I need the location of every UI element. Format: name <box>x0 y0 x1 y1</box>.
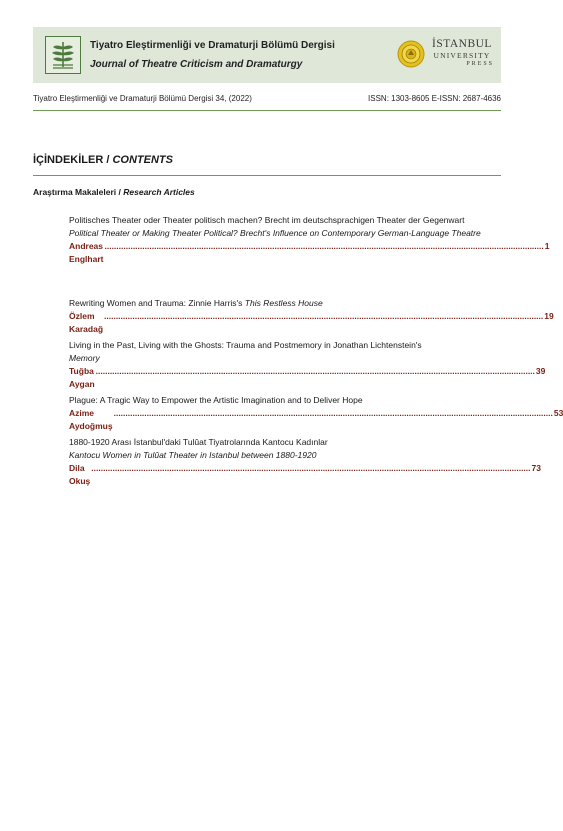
leader-dots: .......................................................................................................................................................................................... <box>95 366 535 376</box>
journal-header-band <box>33 27 501 83</box>
author-page-line <box>69 462 541 488</box>
leader-dots: .......................................................................................................................................................................................... <box>104 241 544 251</box>
leader-dots: .......................................................................................................................................................................................... <box>104 311 544 321</box>
journal-citation: Tiyatro Eleştirmenliği ve Dramaturji Bölümü Dergisi 34, (2022) <box>33 94 252 103</box>
leader-dots: .......................................................................................................................................................................................... <box>91 463 531 473</box>
contents-heading-tr: İÇİNDEKİLER / <box>33 154 113 166</box>
page-number: 53 <box>553 408 563 418</box>
toc-entry[interactable] <box>69 339 546 391</box>
author-page-line <box>69 310 554 336</box>
plant-logo-icon <box>45 36 81 74</box>
author-page-line <box>69 240 550 266</box>
page-number: 39 <box>535 366 546 376</box>
contents-divider <box>33 175 501 176</box>
article-title: Living in the Past, Living with the Ghosts: Trauma and Postmemory in Jonathan Lichtenstein's <box>69 340 422 350</box>
header-divider <box>33 110 501 111</box>
section-heading <box>33 187 195 197</box>
article-author: Tuğba Aygan <box>69 366 95 389</box>
article-author: Andreas Englhart <box>69 241 104 264</box>
section-heading-en: Research Articles <box>123 187 195 197</box>
university-seal-icon <box>397 40 425 68</box>
issn-numbers: ISSN: 1303-8605 E-ISSN: 2687-4636 <box>368 94 501 103</box>
publisher-line-3: PRESS <box>466 61 494 67</box>
article-title-italic: This Restless House <box>244 298 323 308</box>
toc-entry[interactable] <box>69 394 563 433</box>
article-title-text: Rewriting Women and Trauma: Zinnie Harris's <box>69 298 245 308</box>
toc-entry[interactable] <box>69 214 550 266</box>
article-subtitle: Political Theater or Making Theater Political? Brecht's Influence on Contemporary German-Language Theatre <box>69 228 481 238</box>
article-title: Politisches Theater oder Theater politisch machen? Brecht im deutschsprachigen Theater der Gegenwart <box>69 215 465 225</box>
toc-entry[interactable] <box>69 297 554 336</box>
article-author: Özlem Karadağ <box>69 311 104 334</box>
contents-heading-en: CONTENTS <box>112 154 173 166</box>
journal-title-english: Journal of Theatre Criticism and Dramaturgy <box>90 59 303 70</box>
journal-title-turkish: Tiyatro Eleştirmenliği ve Dramaturji Bölümü Dergisi <box>90 40 335 51</box>
section-heading-tr: Araştırma Makaleleri / <box>33 187 124 197</box>
page-number: 19 <box>544 311 554 321</box>
publisher-line-2: UNIVERSITY <box>433 51 491 60</box>
author-page-line <box>69 407 563 433</box>
toc-entry[interactable] <box>69 436 541 488</box>
citation-line <box>33 94 501 103</box>
publisher-line-1: İSTANBUL <box>432 38 492 50</box>
page-number: 73 <box>531 463 541 473</box>
article-author: Azime Aydoğmuş <box>69 408 113 431</box>
article-author: Dila Okuş <box>69 463 91 486</box>
leader-dots: .......................................................................................................................................................................................... <box>113 408 553 418</box>
article-subtitle: Kantocu Women in Tulûat Theater in Istanbul between 1880-1920 <box>69 450 317 460</box>
article-title <box>69 297 497 310</box>
contents-heading <box>33 154 173 166</box>
article-title: Plague: A Tragic Way to Empower the Artistic Imagination and to Deliver Hope <box>69 395 363 405</box>
article-title-italic: Memory <box>69 353 100 363</box>
author-page-line <box>69 365 546 391</box>
page-number: 1 <box>544 241 550 251</box>
article-title: 1880-1920 Arası İstanbul'daki Tulûat Tiyatrolarında Kantocu Kadınlar <box>69 437 328 447</box>
publisher-wordmark <box>430 38 494 68</box>
